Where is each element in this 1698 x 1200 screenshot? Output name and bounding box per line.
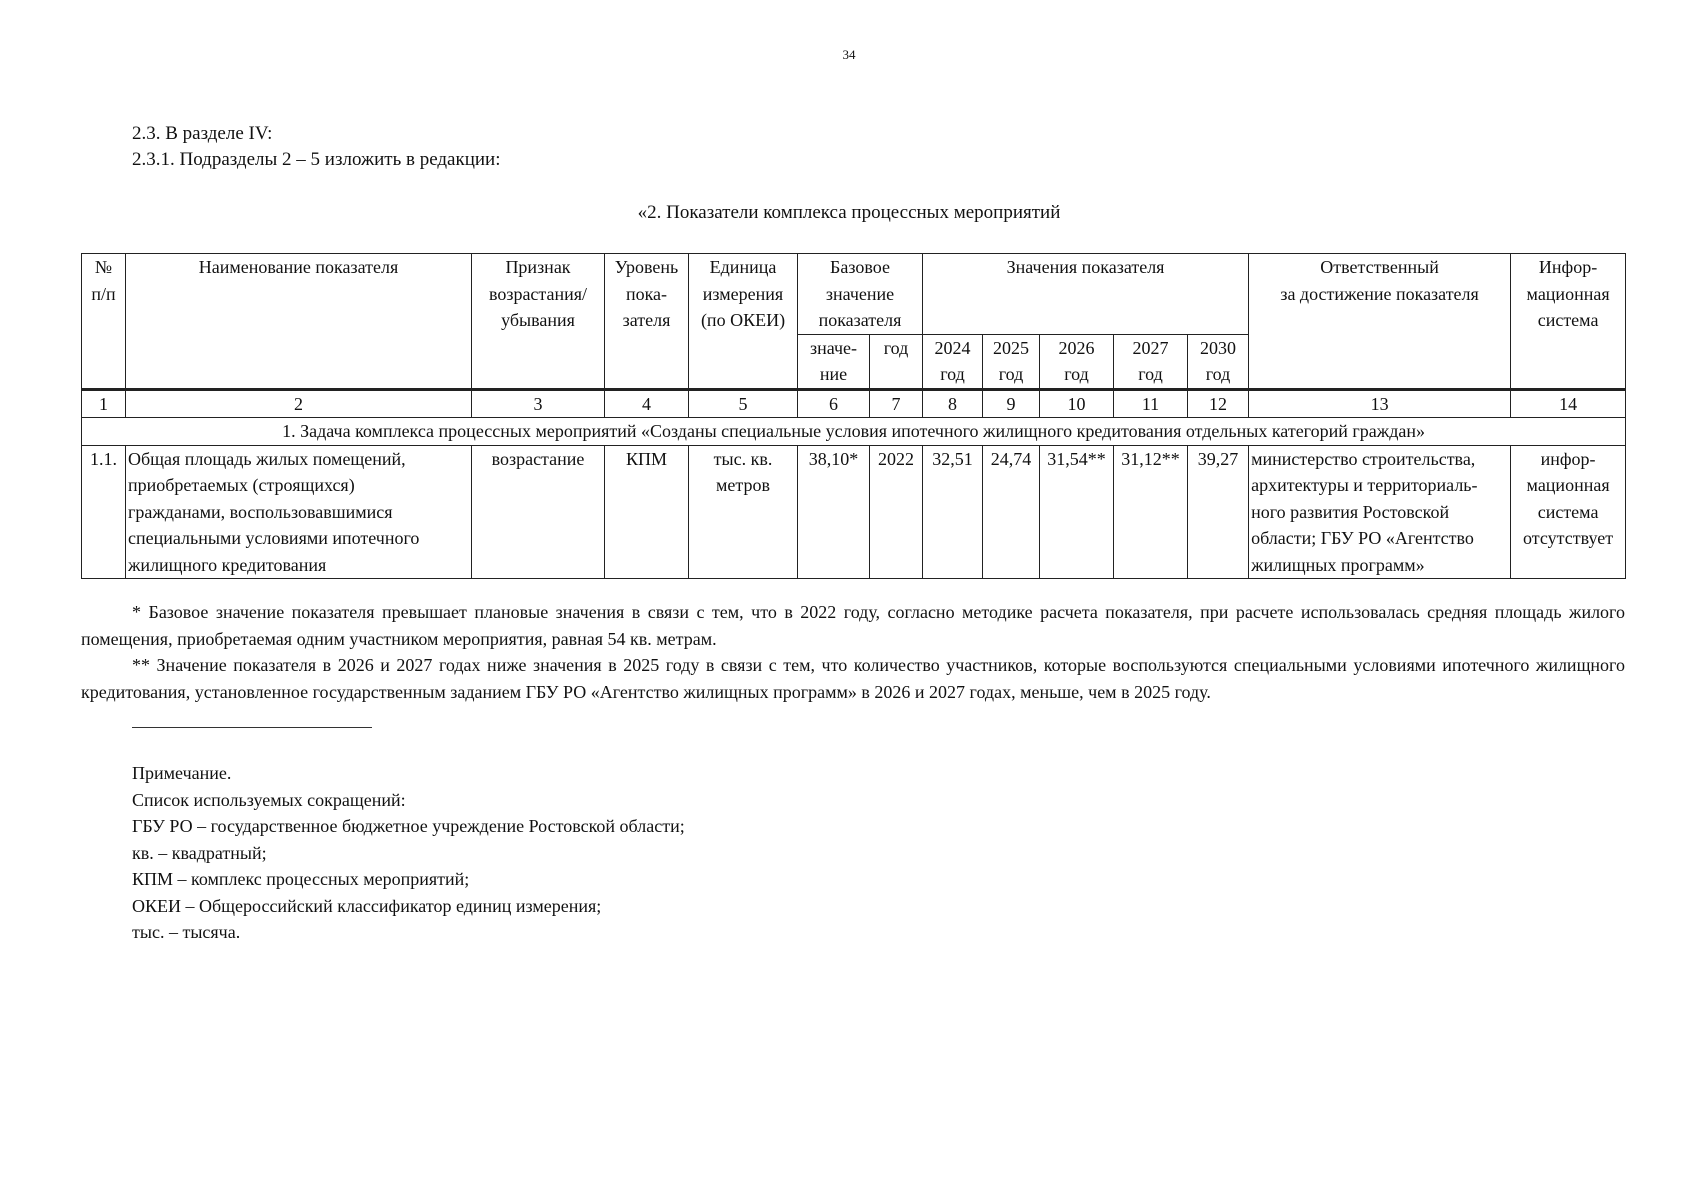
abbreviation-item: КПМ – комплекс процессных мероприятий;: [132, 869, 470, 889]
column-number: 14: [1511, 389, 1626, 418]
note-section: [132, 760, 685, 946]
task-row: [82, 418, 1626, 446]
base-value: 38,10*: [798, 445, 870, 579]
value-2030: 39,27: [1188, 445, 1249, 579]
header-year-2030: 2030 год: [1188, 334, 1249, 389]
header-sign: Признак возрастания/ убывания: [472, 254, 605, 390]
intro-text: [132, 121, 501, 173]
column-number: 10: [1040, 389, 1114, 418]
header-year-2025: 2025 год: [983, 334, 1040, 389]
indicator-sign: возрастание: [472, 445, 605, 579]
footnote-2: ** Значение показателя в 2026 и 2027 годах ниже значения в 2025 году в связи с тем, что количество участников, которые воспользуются специальными условиями ипотечного жилищного кредитования, установленное государственным заданием ГБУ РО «Агентство жилищных программ» в 2026 и 2027 годах, меньше, чем в 2025 году.: [81, 655, 1625, 702]
header-number: № п/п: [82, 254, 126, 390]
value-2027: 31,12**: [1114, 445, 1188, 579]
header-level: Уровень пока- зателя: [605, 254, 689, 390]
abbreviation-item: ОКЕИ – Общероссийский классификатор единиц измерения;: [132, 895, 602, 916]
header-base-amount: значе- ние: [798, 334, 870, 389]
column-number: 1: [82, 389, 126, 418]
column-numbers-row: [82, 389, 1626, 418]
page-number: 34: [842, 47, 856, 62]
column-number: 6: [798, 389, 870, 418]
base-year: 2022: [870, 445, 923, 579]
header-base-value: Базовое значение показателя: [798, 254, 923, 335]
value-2024: 32,51: [923, 445, 983, 579]
responsible: министерство строительства, архитектуры и территориаль- ного развития Ростовской области; ГБУ РО «Агентство жилищных программ»: [1249, 445, 1511, 579]
header-indicator-name: Наименование показателя: [126, 254, 472, 390]
row-number: 1.1.: [82, 445, 126, 579]
indicators-table: [81, 253, 1626, 579]
intro-line-2: 2.3.1. Подразделы 2 – 5 изложить в редакции:: [132, 149, 501, 170]
column-number: 12: [1188, 389, 1249, 418]
header-row-1: [82, 254, 1626, 335]
task-title: 1. Задача комплекса процессных мероприятий «Созданы специальные условия ипотечного жилищного кредитования отдельных категорий граждан»: [82, 418, 1626, 446]
indicator-level: КПМ: [605, 445, 689, 579]
column-number: 8: [923, 389, 983, 418]
column-number: 11: [1114, 389, 1188, 418]
separator-line: [132, 727, 372, 728]
intro-line-1: 2.3. В разделе IV:: [132, 123, 273, 144]
note-subtitle: Список используемых сокращений:: [132, 789, 406, 810]
header-unit: Единица измерения (по ОКЕИ): [689, 254, 798, 390]
header-year-2027: 2027 год: [1114, 334, 1188, 389]
footnote-1: * Базовое значение показателя превышает плановые значения в связи с тем, что в 2022 году, согласно методике расчета показателя, при расчете использовалась средняя площадь жилого помещения, приобретаемая одним участником мероприятия, равная 54 кв. метрам.: [81, 602, 1625, 649]
table-title: «2. Показатели комплекса процессных мероприятий: [637, 202, 1061, 223]
indicator-unit: тыс. кв. метров: [689, 445, 798, 579]
header-indicator-values: Значения показателя: [923, 254, 1249, 335]
column-number: 9: [983, 389, 1040, 418]
abbreviation-item: кв. – квадратный;: [132, 842, 267, 863]
header-year-2024: 2024 год: [923, 334, 983, 389]
header-responsible: Ответственный за достижение показателя: [1249, 254, 1511, 390]
column-number: 2: [126, 389, 472, 418]
information-system: инфор- мационная система отсутствует: [1511, 445, 1626, 579]
footnotes: [81, 599, 1625, 705]
header-year-2026: 2026 год: [1040, 334, 1114, 389]
note-title: Примечание.: [132, 763, 232, 783]
column-number: 5: [689, 389, 798, 418]
indicator-name: Общая площадь жилых помещений, приобретаемых (строящихся) гражданами, воспользовавшимися специальными условиями ипотечного жилищного кредитования: [126, 445, 472, 579]
column-number: 4: [605, 389, 689, 418]
header-base-year: год: [870, 334, 923, 389]
column-number: 13: [1249, 389, 1511, 418]
column-number: 3: [472, 389, 605, 418]
abbreviation-item: ГБУ РО – государственное бюджетное учреждение Ростовской области;: [132, 816, 685, 836]
value-2025: 24,74: [983, 445, 1040, 579]
value-2026: 31,54**: [1040, 445, 1114, 579]
table-row: [82, 445, 1626, 579]
header-information-system: Инфор- мационная система: [1511, 254, 1626, 390]
abbreviation-item: тыс. – тысяча.: [132, 922, 241, 942]
column-number: 7: [870, 389, 923, 418]
